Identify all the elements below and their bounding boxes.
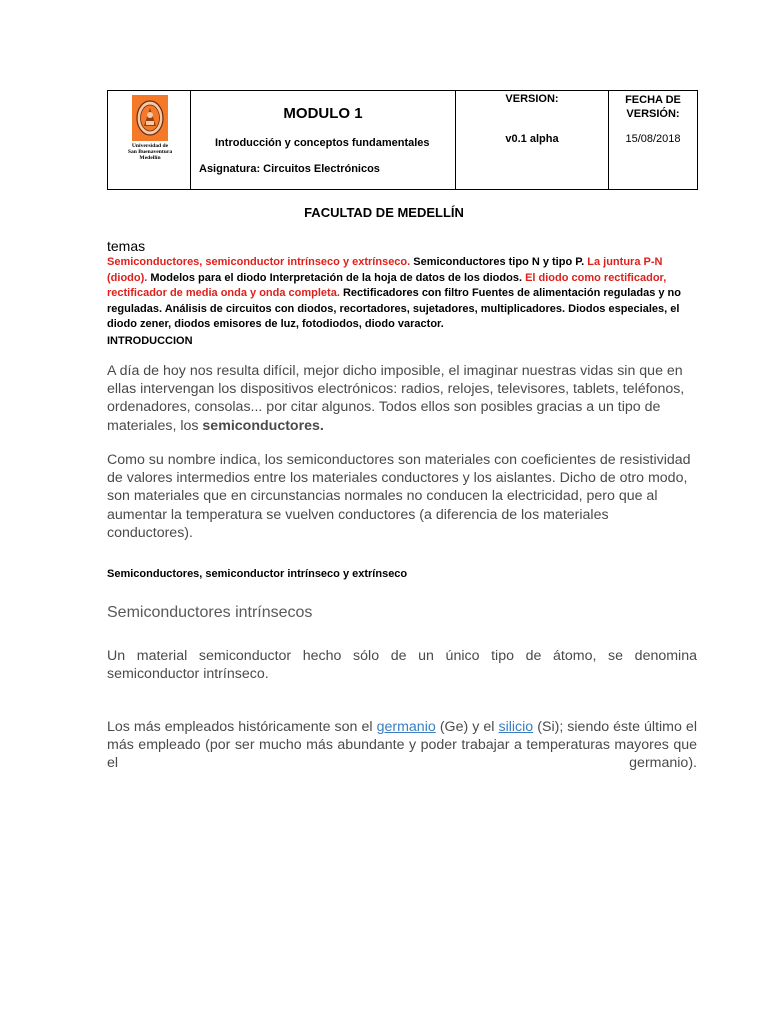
paragraph-text: Los más empleados históricamente son el [107,719,373,735]
date-label-line: FECHA DE [625,94,681,106]
paragraph-definition: Como su nombre indica, los semiconductores son materiales con coeficientes de resistividad de valores intermedios entre los materiales conductores y los aislantes. Dicho de otro modo, son materiales que en circunstancias normales no conducen la electricidad, pero que al aumentar la temperatura se vuelven conductores (a diferencia de los materiales conductores). [107,452,691,541]
paragraph-text: (Si); siendo éste último el más empleado (por ser mucho más abundante y poder trabajar a temperaturas mayores que el germanio). [107,719,697,772]
module-title: MODULO 1 [283,105,363,122]
temas-item: Modelos para el diodo [150,271,267,284]
temas-list [107,255,695,332]
paragraph-bold-term: semiconductores. [202,417,324,434]
section-subtitle: Semiconductores, semiconductor intrínseco y extrínseco [107,568,408,580]
temas-item: Diodos especiales, el diodo zener, diodos emisores de luz, fotodiodos, diodo varactor. [107,302,680,331]
title-cell [191,91,456,190]
temas-item: El diodo como rectificador, rectificador de media onda y onda completa. [107,271,667,300]
introduccion-heading: INTRODUCCION [107,335,193,347]
seal-icon [132,95,168,141]
version-value: v0.1 alpha [505,133,559,145]
date-label-line: VERSIÓN: [626,108,680,120]
temas-item: Rectificadores con filtro [342,287,469,300]
logo-text [110,143,190,162]
temas-label: temas [107,238,146,254]
section-heading: Semiconductores intrínsecos [107,604,313,621]
date-cell [609,91,698,190]
subject-line: Asignatura: Circuitos Electrónicos [199,163,380,175]
logo-line: Universidad de [131,143,169,149]
logo-line: Medellín [139,155,161,162]
date-value: 15/08/2018 [625,133,681,145]
germanio-link[interactable]: germanio [376,719,436,735]
seal-emblem-icon [135,98,165,138]
temas-item: Semiconductores, semiconductor intrínseco y extrínseco. [107,256,411,268]
temas-item: Interpretación de la hoja de datos de los diodos. [269,271,523,284]
faculty-heading: FACULTAD DE MEDELLÍN [304,205,464,220]
paragraph-text: A día de hoy nos resulta difícil, mejor dicho imposible, el imaginar nuestras vidas sin que en ellas intervengan los dispositivos electrónicos: radios, relojes, televisores, tablets, teléfonos, ordenadores, consolas... por citar algunos. Todos ellos son posibles gracias a un tipo de materiales, los [107,363,685,434]
paragraph-materials [107,718,697,773]
logo-cell [108,91,191,190]
temas-item: Semiconductores tipo N y tipo P. [413,256,585,268]
module-subtitle: Introducción y conceptos fundamentales [215,137,430,149]
date-label [609,93,697,121]
paragraph-intro [107,362,697,435]
university-logo [127,95,173,162]
paragraph-text: (Ge) y el [439,719,495,735]
temas-item: La juntura P-N (diodo). [107,256,663,284]
logo-line: San Buenaventura [127,149,173,156]
version-label: VERSION: [505,93,559,105]
paragraph-intrinsic: Un material semiconductor hecho sólo de un único tipo de átomo, se denomina semiconductor intrínseco. [107,648,697,683]
document-header-table [107,90,698,190]
version-cell [456,91,609,190]
temas-item: Análisis de circuitos con diodos, recortadores, sujetadores, multiplicadores. [164,302,566,315]
temas-item: Fuentes de alimentación reguladas y no reguladas. [107,287,681,315]
silicio-link[interactable]: silicio [498,719,534,735]
